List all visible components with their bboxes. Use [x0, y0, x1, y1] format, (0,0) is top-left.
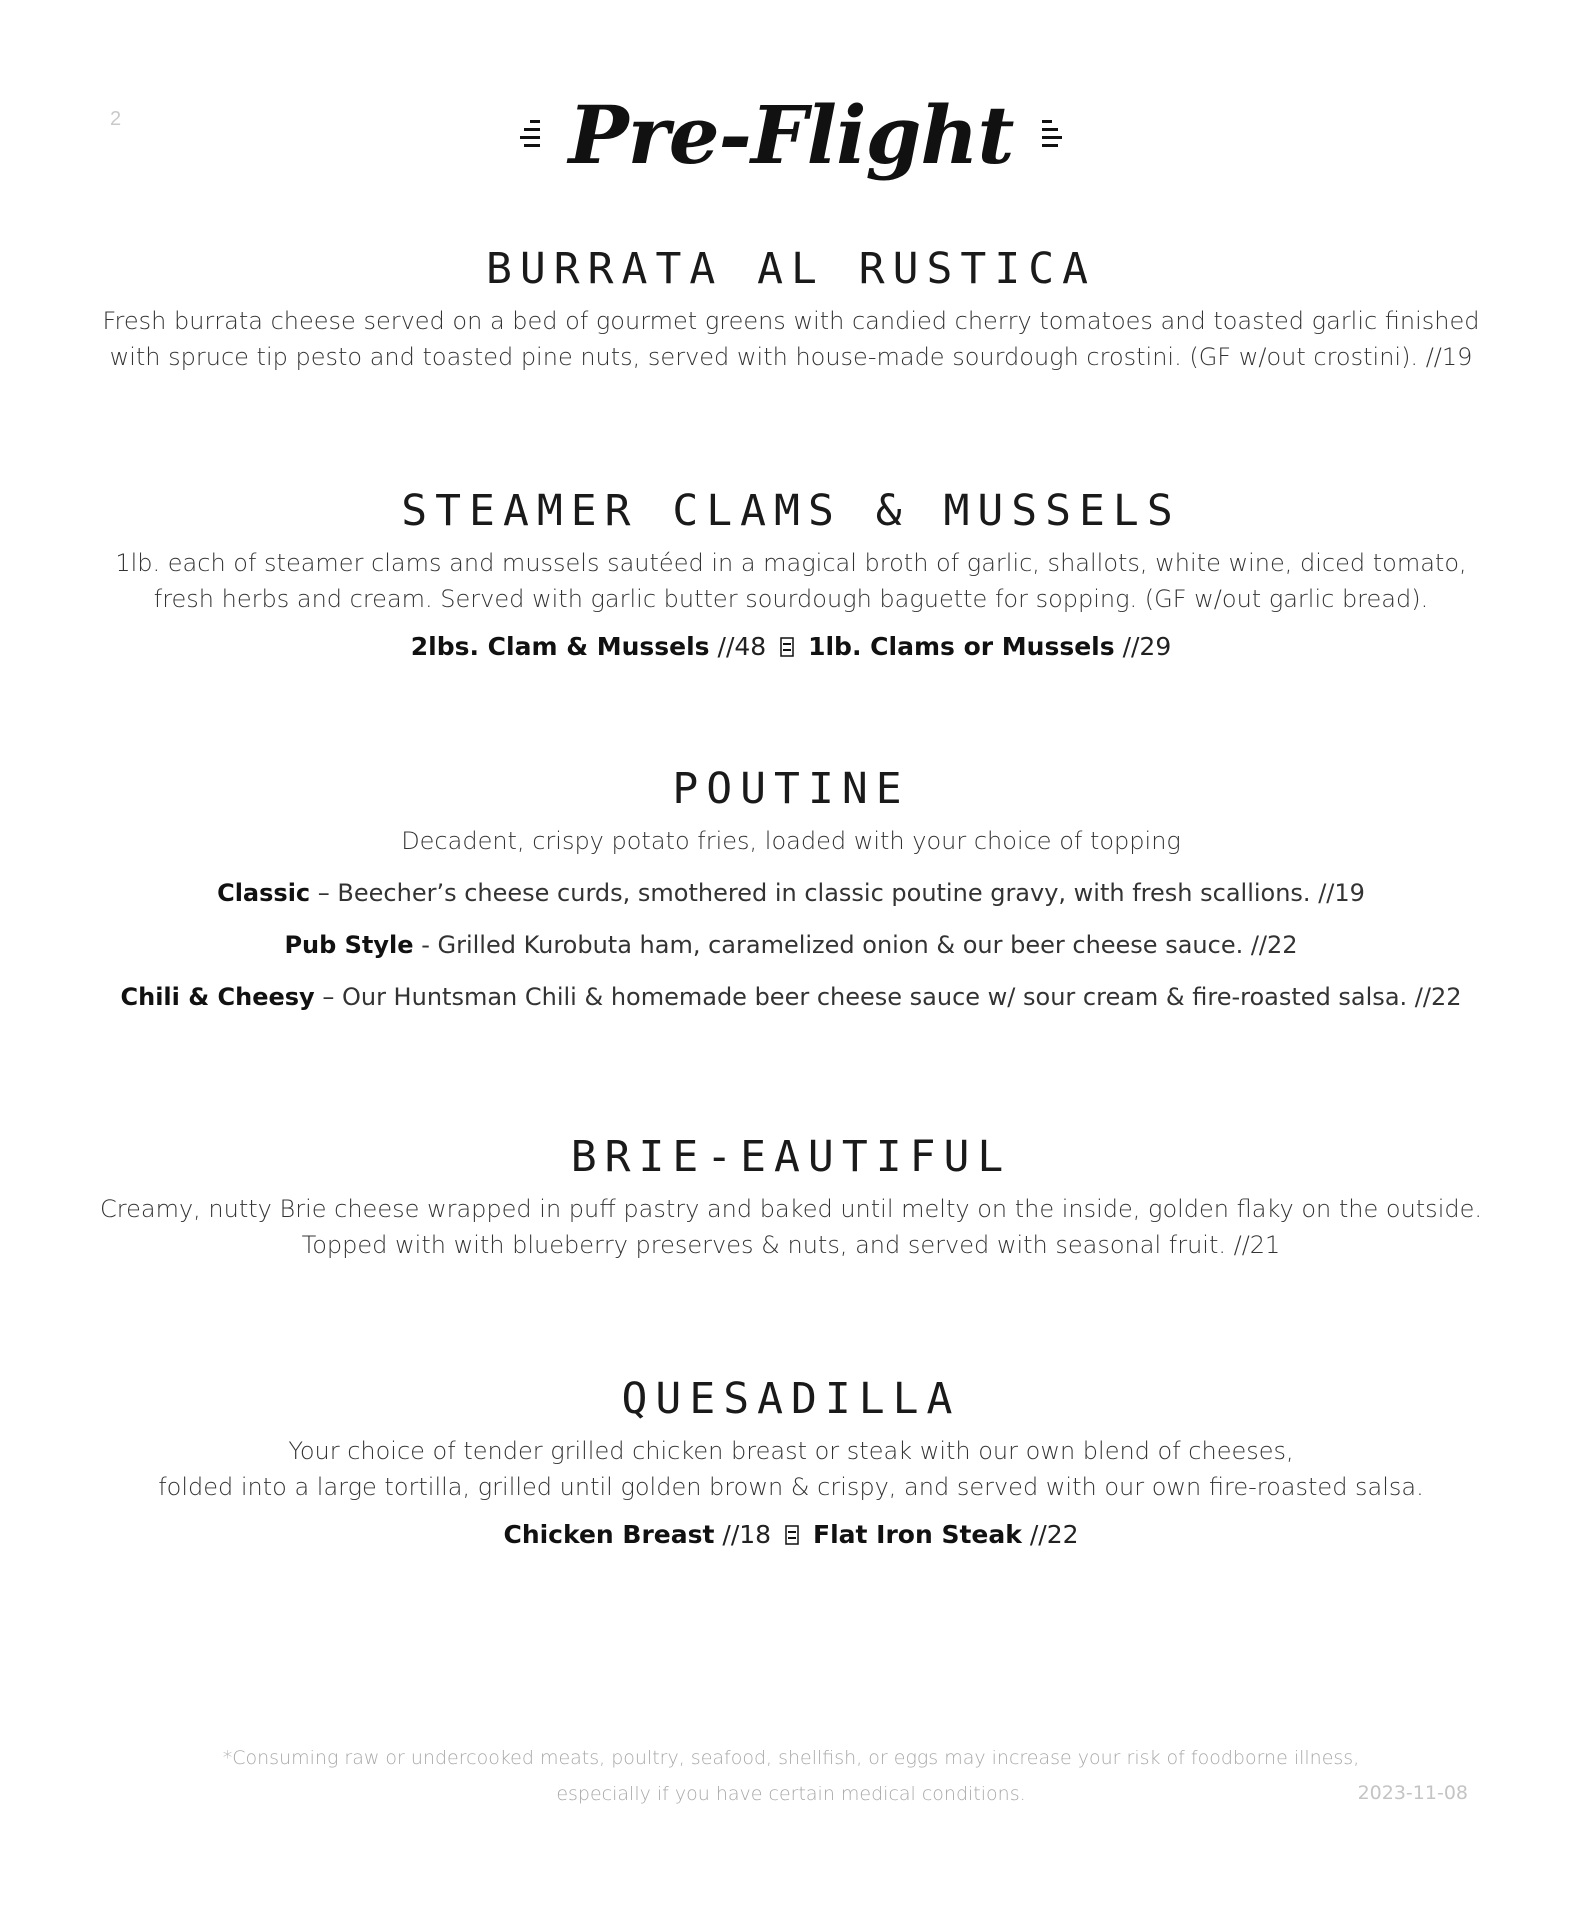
or-separator-icon — [785, 1525, 799, 1545]
menu-item-quesadilla — [0, 1376, 1582, 1553]
option-label: 1lb. Clams or Mussels — [808, 632, 1115, 662]
dash-ornament-right-icon — [1036, 116, 1066, 154]
poutine-variant — [0, 927, 1582, 963]
description-line: Creamy, nutty Brie cheese wrapped in puff pastry and baked until melty on the inside, golden flaky on the outside. — [100, 1195, 1482, 1224]
description-line: with spruce tip pesto and toasted pine nuts, served with house-made sourdough crostini. (GF w/out crostini). //19 — [109, 343, 1473, 372]
variant-label: Pub Style — [284, 931, 414, 960]
description-line: fresh herbs and cream. Served with garlic butter sourdough baguette for sopping. (GF w/out garlic bread). — [153, 585, 1429, 614]
option-label: 2lbs. Clam & Mussels — [410, 632, 710, 662]
disclaimer-line: *Consuming raw or undercooked meats, poultry, seafood, shellfish, or eggs may increase your risk of foodborne illness, — [222, 1747, 1360, 1769]
item-title: POUTINE — [672, 764, 910, 814]
poutine-variant — [0, 875, 1582, 911]
price-options — [0, 1517, 1582, 1553]
dash-ornament-left-icon — [516, 116, 546, 154]
page-number: 2 — [110, 108, 122, 130]
item-description — [91, 545, 1491, 617]
description-line: Fresh burrata cheese served on a bed of gourmet greens with candied cherry tomatoes and toasted garlic finished — [102, 307, 1480, 336]
or-separator-icon — [780, 637, 794, 657]
variant-text: – Beecher’s cheese curds, smothered in classic poutine gravy, with fresh scallions. //19 — [310, 879, 1365, 908]
item-title: BURRATA AL RUSTICA — [486, 244, 1096, 294]
item-description — [91, 303, 1491, 375]
description-line: folded into a large tortilla, grilled until golden brown & crispy, and served with our own fire-roasted salsa. — [158, 1473, 1424, 1502]
disclaimer-line: especially if you have certain medical conditions. — [556, 1783, 1026, 1805]
date-stamp: 2023-11-08 — [1357, 1782, 1468, 1804]
poutine-variant — [0, 979, 1582, 1015]
variant-text: – Our Huntsman Chili & homemade beer cheese sauce w/ sour cream & fire-roasted salsa. //22 — [314, 983, 1462, 1012]
menu-item-burrata — [0, 246, 1582, 375]
option-price: //22 — [1029, 1520, 1079, 1550]
option-price: //18 — [722, 1520, 772, 1550]
item-description — [91, 823, 1491, 859]
item-description — [91, 1433, 1491, 1505]
item-title: QUESADILLA — [621, 1374, 961, 1424]
description-line: 1lb. each of steamer clams and mussels sautéed in a magical broth of garlic, shallots, white wine, diced tomato, — [115, 549, 1467, 578]
health-disclaimer — [0, 1740, 1582, 1812]
variant-label: Classic — [217, 879, 311, 908]
option-price: //29 — [1122, 632, 1172, 662]
variant-label: Chili & Cheesy — [120, 983, 315, 1012]
item-description — [91, 1191, 1491, 1263]
option-label: Chicken Breast — [503, 1520, 715, 1550]
menu-header — [0, 88, 1582, 182]
description-line: Topped with with blueberry preserves & nuts, and served with seasonal fruit. //21 — [301, 1231, 1281, 1260]
page-title: Pre-Flight — [568, 88, 1014, 182]
description-line: Decadent, crispy potato fries, loaded with your choice of topping — [401, 827, 1181, 856]
item-title: BRIE-EAUTIFUL — [570, 1132, 1012, 1182]
menu-item-poutine — [0, 766, 1582, 1015]
item-title: STEAMER CLAMS & MUSSELS — [401, 486, 1181, 536]
option-price: //48 — [717, 632, 767, 662]
option-label: Flat Iron Steak — [813, 1520, 1022, 1550]
menu-item-steamer-clams — [0, 488, 1582, 665]
description-line: Your choice of tender grilled chicken breast or steak with our own blend of cheeses, — [288, 1437, 1294, 1466]
menu-item-brie — [0, 1134, 1582, 1263]
variant-text: - Grilled Kurobuta ham, caramelized onion & our beer cheese sauce. //22 — [413, 931, 1298, 960]
price-options — [0, 629, 1582, 665]
